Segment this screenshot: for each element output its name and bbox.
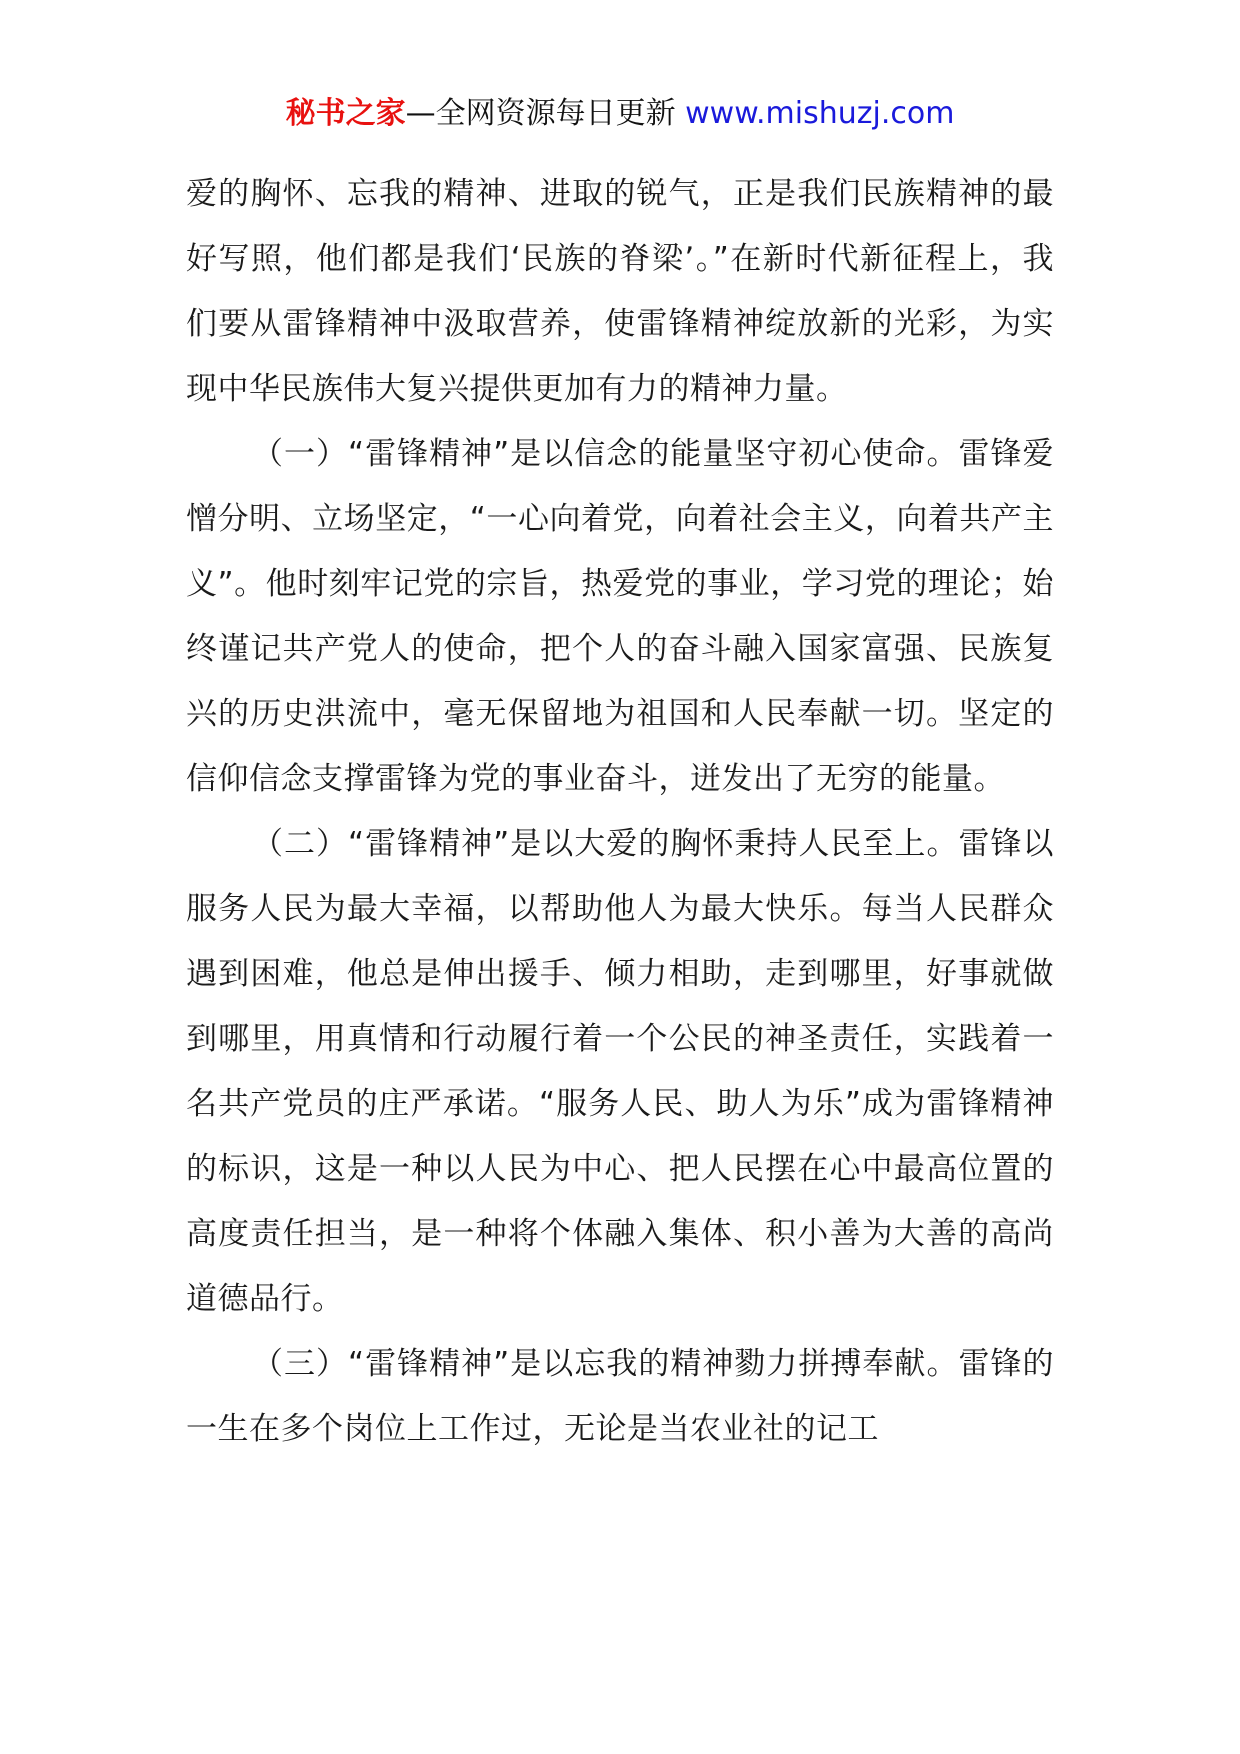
page-header	[0, 92, 1240, 136]
document-body	[186, 162, 1054, 1462]
paragraph-section-one: （一）“雷锋精神”是以信念的能量坚守初心使命。雷锋爱憎分明、立场坚定，“一心向着党，向着社会主义，向着共产主义”。他时刻牢记党的宗旨，热爱党的事业，学习党的理论；始终谨记共产党人的使命，把个人的奋斗融入国家富强、民族复兴的历史洪流中，毫无保留地为祖国和人民奉献一切。坚定的信仰信念支撑雷锋为党的事业奋斗，迸发出了无穷的能量。	[186, 436, 1054, 797]
paragraph-section-three: （三）“雷锋精神”是以忘我的精神勠力拼搏奉献。雷锋的一生在多个岗位上工作过，无论是当农业社的记工	[186, 1346, 1054, 1447]
header-brand: 秘书之家	[285, 96, 406, 131]
header-url[interactable]: www.mishuzj.com	[685, 96, 955, 131]
header-tagline: —全网资源每日更新	[405, 96, 676, 131]
paragraph-continuation: 爱的胸怀、忘我的精神、进取的锐气，正是我们民族精神的最好写照，他们都是我们‘民族的脊梁’。”在新时代新征程上，我们要从雷锋精神中汲取营养，使雷锋精神绽放新的光彩，为实现中华民族伟大复兴提供更加有力的精神力量。	[186, 176, 1054, 407]
paragraph-section-two: （二）“雷锋精神”是以大爱的胸怀秉持人民至上。雷锋以服务人民为最大幸福，以帮助他人为最大快乐。每当人民群众遇到困难，他总是伸出援手、倾力相助，走到哪里，好事就做到哪里，用真情和行动履行着一个公民的神圣责任，实践着一名共产党员的庄严承诺。“服务人民、助人为乐”成为雷锋精神的标识，这是一种以人民为中心、把人民摆在心中最高位置的高度责任担当，是一种将个体融入集体、积小善为大善的高尚道德品行。	[186, 826, 1054, 1317]
